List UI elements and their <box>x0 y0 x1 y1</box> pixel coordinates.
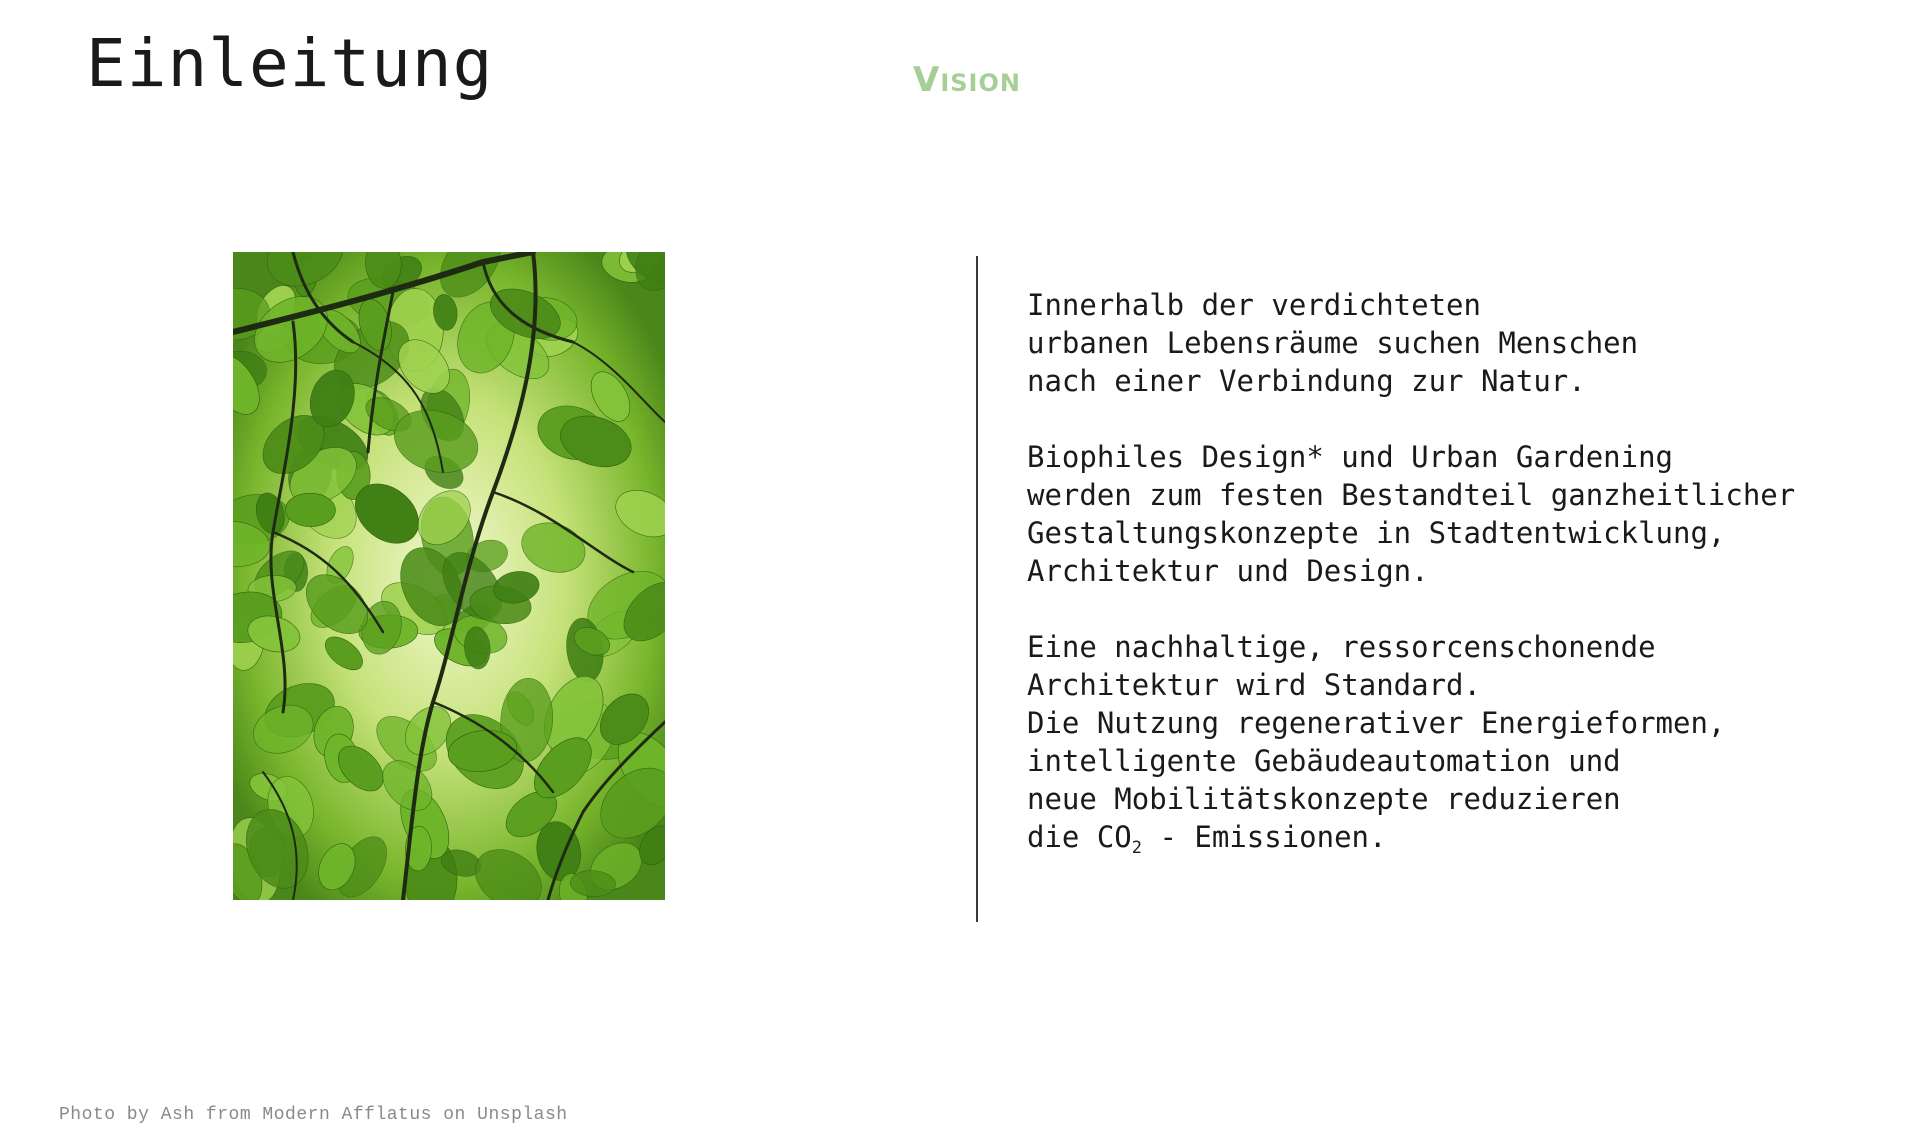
leaves-illustration <box>233 252 665 900</box>
paragraph-2: Biophiles Design* und Urban Gardening werden zum festen Bestandteil ganzheitlicher Gestaltungskonzepte in Stadtentwicklung, Architektur und Design. <box>1027 440 1796 588</box>
paragraph-3-text: Eine nachhaltige, ressorcenschonende Architektur wird Standard. Die Nutzung regenerativer Energieformen, intelligente Gebäudeautomation und neue Mobilitätskonzepte reduzieren die CO <box>1027 630 1726 854</box>
slide-title: Einleitung <box>86 25 494 102</box>
leaves-photo <box>233 252 665 900</box>
intro-text <box>1027 286 1907 856</box>
photo-credit: Photo by Ash from Modern Afflatus on Unsplash <box>59 1105 568 1125</box>
section-tag: Vision <box>913 60 1021 100</box>
paragraph-1: Innerhalb der verdichteten urbanen Lebensräume suchen Menschen nach einer Verbindung zur Natur. <box>1027 288 1639 398</box>
paragraph-3 <box>1027 628 1907 856</box>
vertical-divider <box>976 256 978 922</box>
paragraph-3-suffix: - Emissionen. <box>1142 820 1387 854</box>
co2-subscript: 2 <box>1131 838 1143 858</box>
